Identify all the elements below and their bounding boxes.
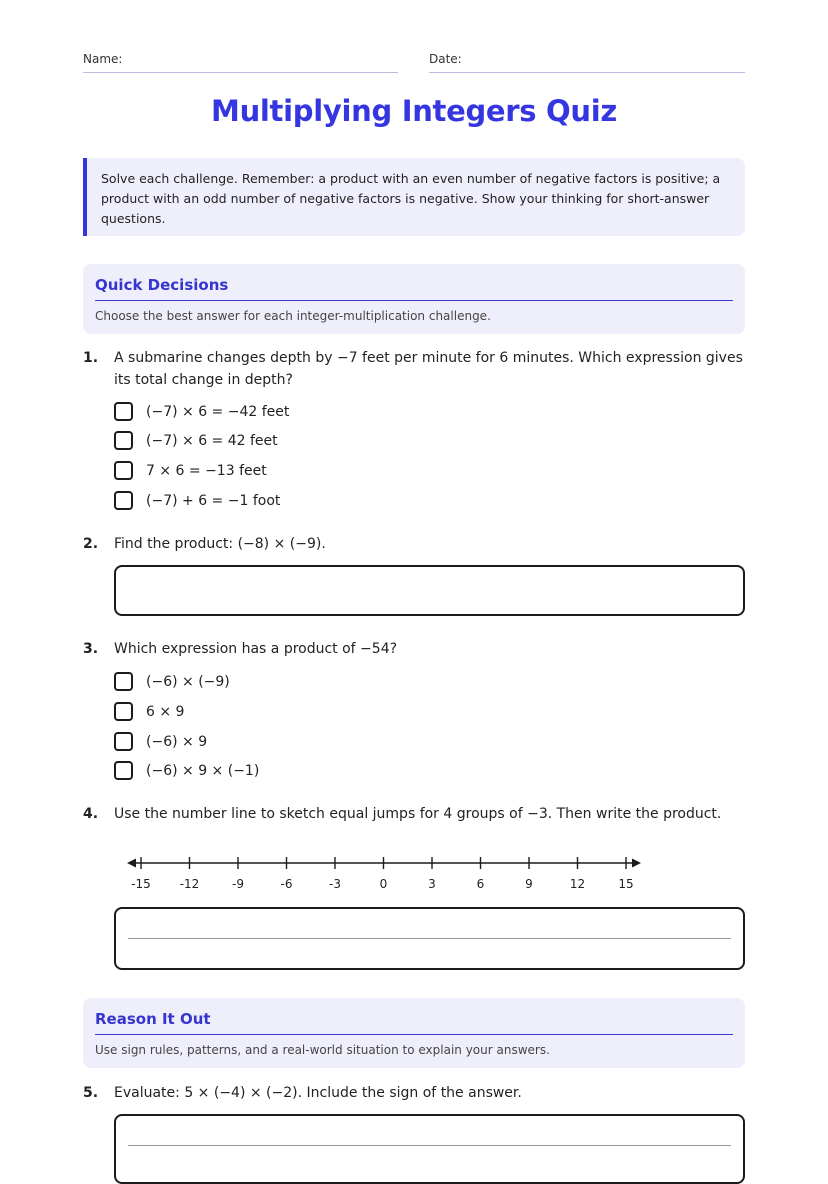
number-line-tick-label: -3 [329, 877, 341, 891]
option-label: (−6) × 9 [146, 734, 208, 750]
option-label: (−7) × 6 = −42 feet [146, 404, 290, 420]
option-label: (−6) × 9 × (−1) [146, 763, 260, 779]
checkbox[interactable] [114, 461, 133, 480]
question-text: Which expression has a product of −54? [114, 641, 398, 657]
name-field[interactable] [83, 52, 398, 73]
option-label: (−7) × 6 = 42 feet [146, 433, 278, 449]
checkbox[interactable] [114, 431, 133, 450]
checkbox[interactable] [114, 761, 133, 780]
number-line-tick-label: -6 [280, 877, 293, 891]
right-arrow-icon [632, 859, 641, 868]
date-label: Date: [429, 52, 462, 66]
option-label: 6 × 9 [146, 704, 185, 720]
number-line-tick-label: 9 [525, 877, 533, 891]
section-title: Quick Decisions [95, 274, 733, 301]
number-line-tick-label: -12 [179, 877, 200, 891]
option-label: (−7) + 6 = −1 foot [146, 493, 281, 509]
number-line-tick-label: 15 [618, 877, 634, 891]
page-title: Multiplying Integers Quiz [211, 94, 617, 128]
question-text: Find the product: (−8) × (−9). [114, 536, 326, 552]
date-field[interactable] [429, 52, 745, 73]
name-label: Name: [83, 52, 123, 66]
checkbox[interactable] [114, 732, 133, 751]
checkbox[interactable] [114, 402, 133, 421]
section-description: Use sign rules, patterns, and a real-world situation to explain your answers. [95, 1043, 550, 1057]
question-text: Evaluate: 5 × (−4) × (−2). Include the sign of the answer. [114, 1085, 522, 1101]
section-reason-it-out [83, 998, 745, 1068]
question-text: A submarine changes depth by −7 feet per minute for 6 minutes. Which expression gives its total change in depth? [114, 350, 743, 388]
checkbox[interactable] [114, 491, 133, 510]
instructions-box: Solve each challenge. Remember: a product with an even number of negative factors is positive; a product with an odd number of negative factors is negative. Show your thinking for short-answer questions. [83, 158, 745, 236]
number-line-tick-label: 6 [476, 877, 485, 891]
answer-line [128, 1145, 731, 1146]
checkbox[interactable] [114, 672, 133, 691]
question-text: Use the number line to sketch equal jumps for 4 groups of −3. Then write the product. [114, 806, 722, 822]
question-number: 3. [83, 641, 99, 657]
option-label: (−6) × (−9) [146, 674, 230, 690]
question-number: 2. [83, 536, 99, 552]
section-description: Choose the best answer for each integer-multiplication challenge. [95, 309, 491, 323]
question-number: 1. [83, 350, 99, 366]
q2-answer-box[interactable] [114, 565, 745, 616]
section-title: Reason It Out [95, 1008, 733, 1035]
answer-line [128, 938, 731, 939]
number-line-tick-label: 0 [379, 877, 388, 891]
option-label: 7 × 6 = −13 feet [146, 463, 267, 479]
left-arrow-icon [127, 859, 136, 868]
number-line-tick-label: 12 [569, 877, 586, 891]
checkbox[interactable] [114, 702, 133, 721]
number-line [125, 850, 645, 900]
question-number: 4. [83, 806, 99, 822]
section-quick-decisions [83, 264, 745, 334]
number-line-tick-label: 3 [428, 877, 436, 891]
question-number: 5. [83, 1085, 99, 1101]
number-line-tick-label: -9 [232, 877, 244, 891]
number-line-tick-label: -15 [131, 877, 151, 891]
name-date-header [83, 52, 745, 74]
q5-answer-box[interactable] [114, 1114, 745, 1184]
q4-answer-box[interactable] [114, 907, 745, 970]
